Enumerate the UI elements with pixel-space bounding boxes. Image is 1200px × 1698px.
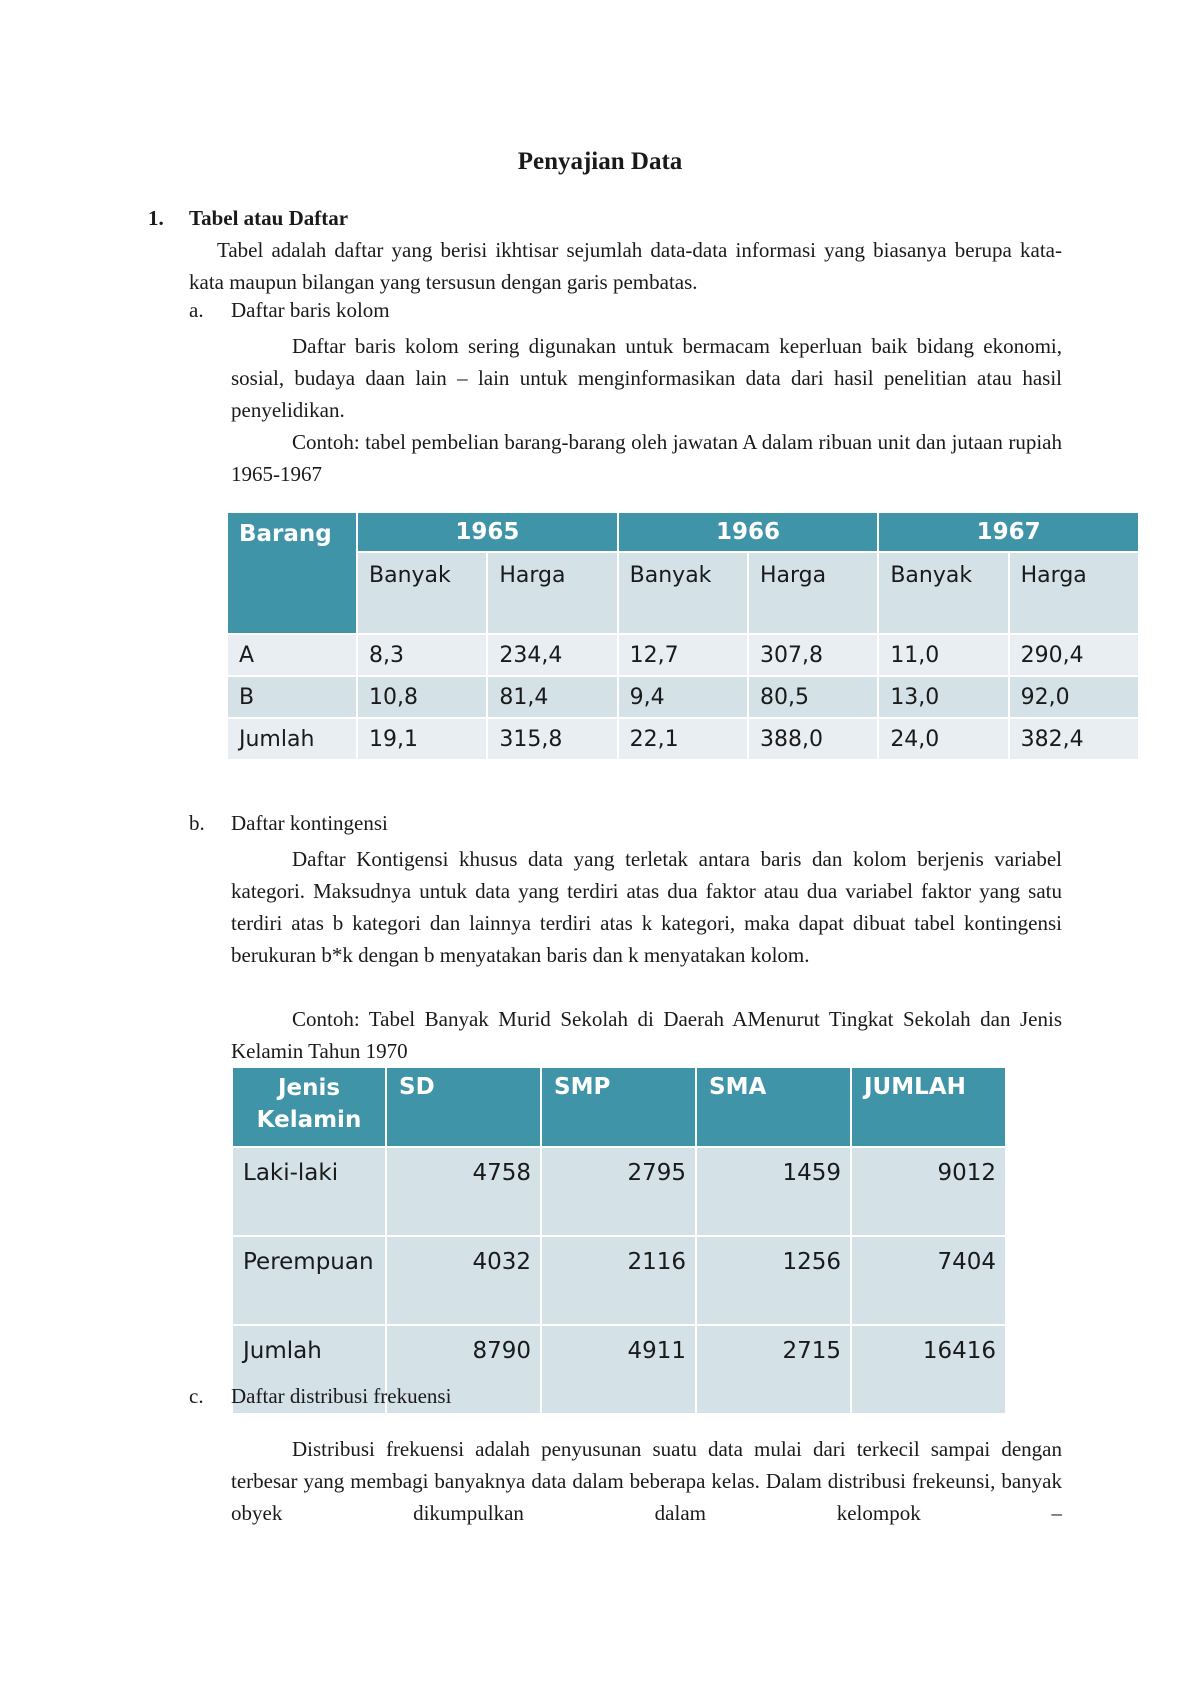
table2-row-label: Jumlah <box>233 1326 385 1413</box>
table1-cell: 80,5 <box>759 684 809 710</box>
table2-header: JUMLAH <box>852 1068 1005 1146</box>
table2-row-label: Perempuan <box>233 1237 385 1324</box>
table-row <box>228 719 1138 759</box>
table2-cell: 4911 <box>542 1326 695 1413</box>
table1-cell: 11,0 <box>890 642 940 668</box>
table1-cell: 22,1 <box>629 726 679 752</box>
table2-cell: 4032 <box>387 1237 540 1324</box>
table2-header: SD <box>387 1068 540 1146</box>
subsection-c-paragraph: Distribusi frekuensi adalah penyusunan suatu data mulai dari terkecil sampai dengan terbesar yang membagi banyaknya data dalam beberapa kelas. Dalam distribusi frekeunsi, banyak obyek dikumpulkan dalam kelompok – <box>231 1437 1062 1525</box>
table2-header: SMP <box>542 1068 695 1146</box>
table1-corner-header: Barang <box>228 513 356 633</box>
table1-row-label: A <box>239 642 255 668</box>
table1-cell: 315,8 <box>499 726 563 752</box>
table-row <box>228 635 1138 675</box>
table1-subheader: Banyak <box>358 553 486 633</box>
table1-cell: 19,1 <box>369 726 418 752</box>
subsection-a-letter: a. <box>189 298 204 322</box>
table2-cell: 1256 <box>697 1237 850 1324</box>
table2-cell: 2116 <box>542 1237 695 1324</box>
table1-cell: 307,8 <box>759 642 823 668</box>
table1-year-header: 1965 <box>358 513 617 551</box>
table2-cell: 7404 <box>852 1237 1005 1324</box>
table2-cell: 8790 <box>387 1326 540 1413</box>
table2-header: SMA <box>697 1068 850 1146</box>
contingency-table <box>231 1066 1007 1415</box>
table1-cell: 92,0 <box>1020 684 1070 710</box>
table1-subheader: Harga <box>1010 553 1138 633</box>
table1-subheader: Banyak <box>619 553 747 633</box>
table1-cell: 9,4 <box>629 684 665 710</box>
table1-cell: 10,8 <box>369 684 418 710</box>
table2-cell: 1459 <box>697 1148 850 1235</box>
subsection-b-example: Contoh: Tabel Banyak Murid Sekolah di Daerah AMenurut Tingkat Sekolah dan Jenis Kelamin Tahun 1970 <box>231 1007 1062 1063</box>
subsection-a-title: Daftar baris kolom <box>231 298 390 322</box>
table1-cell: 24,0 <box>890 726 940 752</box>
subsection-b-title: Daftar kontingensi <box>231 811 388 835</box>
table1-cell: 8,3 <box>369 642 404 668</box>
table2-cell: 4758 <box>387 1148 540 1235</box>
table1-cell: 234,4 <box>499 642 563 668</box>
subsection-a-example: Contoh: tabel pembelian barang-barang oleh jawatan A dalam ribuan unit dan jutaan rupiah 1965-1967 <box>231 430 1062 486</box>
section-number: 1. <box>148 206 164 230</box>
table1-cell: 81,4 <box>499 684 549 710</box>
table2-cell: 2795 <box>542 1148 695 1235</box>
table1-cell: 13,0 <box>890 684 940 710</box>
table-row <box>228 677 1138 717</box>
table2-cell: 9012 <box>852 1148 1005 1235</box>
table1-subheader: Harga <box>749 553 877 633</box>
table1-subheader: Banyak <box>879 553 1007 633</box>
table1-cell: 382,4 <box>1020 726 1084 752</box>
table2-header: Jenis Kelamin <box>233 1068 385 1146</box>
table1-year-header: 1967 <box>879 513 1138 551</box>
table1-cell: 388,0 <box>759 726 823 752</box>
section-title: Tabel atau Daftar <box>189 206 349 230</box>
table1-row-label: B <box>239 684 255 710</box>
subsection-a-paragraph: Daftar baris kolom sering digunakan untuk bermacam keperluan baik bidang ekonomi, sosial, budaya daan lain – lain untuk menginformasikan data dari hasil penelitian atau hasil penyelidikan. <box>231 334 1062 422</box>
table2-row-label: Laki-laki <box>233 1148 385 1235</box>
subsection-b-paragraph: Daftar Kontigensi khusus data yang terletak antara baris dan kolom berjenis variabel kategori. Maksudnya untuk data yang terdiri atas dua faktor atau dua variabel faktor yang satu terdiri atas b kategori dan lainnya terdiri atas k kategori, maka dapat dibuat tabel kontingensi berukuran b*k dengan b menyatakan baris dan k menyatakan kolom. <box>231 847 1062 967</box>
subsection-b-letter: b. <box>189 811 205 835</box>
section-intro-paragraph: Tabel adalah daftar yang berisi ikhtisar sejumlah data-data informasi yang biasanya berupa kata-kata maupun bilangan yang tersusun dengan garis pembatas. <box>189 238 1062 294</box>
subsection-c-title: Daftar distribusi frekuensi <box>231 1384 452 1408</box>
table1-row-label: Jumlah <box>239 726 315 752</box>
table1-year-header: 1966 <box>619 513 878 551</box>
table1-subheader: Harga <box>488 553 616 633</box>
page-title: Penyajian Data <box>517 148 683 175</box>
table2-cell: 2715 <box>697 1326 850 1413</box>
table-row <box>233 1237 1005 1324</box>
table-row <box>233 1148 1005 1235</box>
subsection-c-letter: c. <box>189 1384 204 1408</box>
table1-cell: 12,7 <box>629 642 679 668</box>
table1-cell: 290,4 <box>1020 642 1084 668</box>
purchase-table <box>226 511 1140 761</box>
table2-cell: 16416 <box>852 1326 1005 1413</box>
